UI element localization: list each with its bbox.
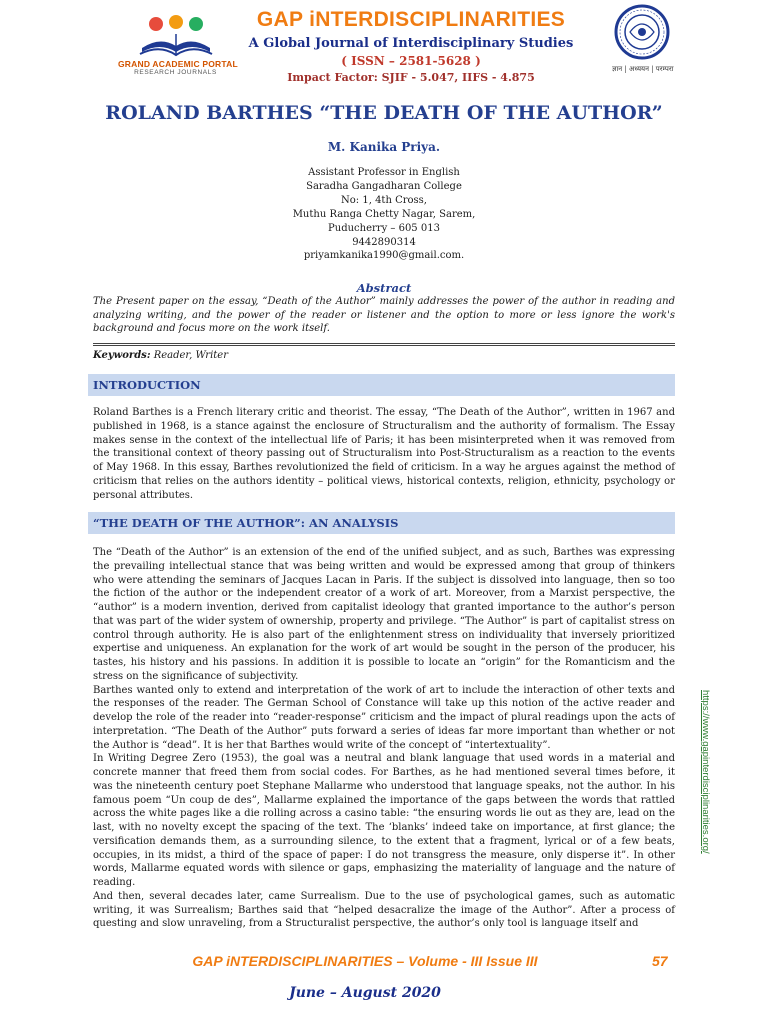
section-heading-analysis: “THE DEATH OF THE AUTHOR”: AN ANALYSIS (88, 512, 675, 534)
analysis-paragraph: In Writing Degree Zero (1953), the goal was a neutral and blank language that used words in a material and concrete manner that freed them from social codes. For Barthes, as he had mentioned several times before, it was the nineteenth century poet Stephane Mallarme who understood that language speaks, not the author. In his famous poem “Un coup de des”, Mallarme explained the importance of the gaps between the words that rattled across the white pages like a die rolling across a casino table: “the ensuring words lie out as they are, lead on the last, with no novelty except the spacing of the text. The ‘blanks’ indeed take on importance, at first glance; the versification demands them, as a surrounding silence, to the extent that a fragment, lyrical or of a few beats, occupies, in its midst, a third of the space of paper: I do not transgress the measure, only disperse it”. In other words, Mallarme equated words with silence or gaps, emphasizing the materiality of language and the nature of reading. (93, 753, 675, 888)
affiliation-line: Puducherry – 605 013 (328, 222, 440, 234)
affiliation-line: Muthu Ranga Chetty Nagar, Sarem, (292, 208, 476, 220)
abstract-text: The Present paper on the essay, “Death of the Author” mainly addresses the power of the author in reading and analyzing writing, and the power of the reader or listener and the option to more or less ignore the work's background and focus more on the work itself. (93, 296, 675, 335)
keywords-label: Keywords: (93, 350, 151, 361)
author-name: M. Kanika Priya. (327, 140, 441, 154)
page-number: 57 (652, 953, 668, 969)
keywords-value: Reader, Writer (150, 350, 228, 361)
analysis-paragraph: And then, several decades later, came Surrealism. Due to the use of psychological games, such as automatic writing, it was Surrealism; Barthes said that “helped desacralize the image of the Author”. After a process of questing and slow unraveling, from a Structuralist perspective, the author’s only tool is language itself and (93, 890, 675, 930)
divider-rule (93, 343, 675, 346)
journal-issn: ( ISSN – 2581-5628 ) (341, 54, 481, 68)
paper-title: ROLAND BARTHES “THE DEATH OF THE AUTHOR” (105, 102, 663, 124)
publisher-logo (118, 14, 238, 82)
footer-journal-issue: GAP iNTERDISCIPLINARITIES – Volume - III Issue III (192, 953, 538, 969)
abstract-heading: Abstract (356, 281, 412, 295)
analysis-paragraph: Barthes wanted only to extend and interpretation of the work of art to include the interaction of other texts and the responses of the reader. The German School of Constance will take up this notion of the active reader and develop the role of the reader into “reader-response” criticism and the impact of plural readings upon the acts of interpretation. “The Death of the Author” puts forward a series of ideas far more important than whether or not the Author is “dead”. It is her that Barthes would write of the concept of “intertextuality”. (93, 684, 675, 751)
seal-motto: ज्ञान | अध्ययन | परम्परा (612, 65, 674, 73)
analysis-text (93, 546, 675, 931)
footer-date: June – August 2020 (289, 985, 441, 1001)
affiliation-line: Assistant Professor in English (308, 167, 460, 178)
publisher-subtitle: RESEARCH JOURNALS (134, 69, 217, 76)
journal-website-link[interactable]: https://www.gapinterdisciplinarities.org/ (700, 690, 711, 854)
publisher-name: GRAND ACADEMIC PORTAL (118, 59, 238, 69)
author-affiliation (200, 166, 568, 263)
keywords-line (93, 350, 675, 361)
affiliation-email: priyamkanika1990@gmail.com. (303, 250, 465, 262)
introduction-text: Roland Barthes is a French literary critic and theorist. The essay, “The Death of the Author”, written in 1967 and published in 1968, is a stance against the enclosure of Structuralism and the authority of formalism. The Essay makes sense in the context of the intellectual life of Paris; it has been misinterpreted when it was removed from the transitional context of theory passing out of Structuralism into Post-Structuralism as a reaction to the events of May 1968. In this essay, Barthes revolutionized the field of criticism. In a way he argues against the method of criticism that relies on the authors identity – political views, historical contexts, religion, ethnicity, psychology or personal attributes. (93, 407, 675, 501)
seal-emblem-icon (614, 4, 670, 60)
book-globe-icon (136, 14, 216, 58)
side-url-container (697, 690, 711, 990)
analysis-paragraph: The “Death of the Author” is an extension of the end of the unified subject, and as such, Barthes was expressing the prevailing intellectual stance that was being written and would be expressed among that group of thinkers who were attending the seminars of Jacques Lacan in Paris. If the subject is dissolved into language, then so too the fiction of the author or the independent creator of a work of art. Moreover, from a Marxist perspective, the “author” is a modern invention, derived from capitalist ideology that granted importance to the author’s person that was part of the wider system of ownership, property and privilege. “The Author” is part of capitalist stress on control through authority. He is also part of the enlightenment stress on individuality that inversely prioritized expertise and uniqueness. An explanation for the work of art would be sought in the person of the producer, his tastes, his history and his passions. In addition it is possible to locate an “origin” for the Romanticism and the stress on the significance of subjectivity. (93, 547, 675, 682)
impact-factor: Impact Factor: SJIF - 5.047, IIFS - 4.875 (287, 71, 535, 84)
section-heading-introduction: INTRODUCTION (88, 374, 675, 396)
journal-title: GAP iNTERDISCIPLINARITIES (256, 8, 566, 31)
affiliation-phone: 9442890314 (352, 236, 416, 248)
affiliation-line: No: 1, 4th Cross, (341, 194, 427, 206)
affiliation-line: Saradha Gangadharan College (306, 180, 462, 192)
journal-seal (612, 4, 672, 74)
journal-subtitle: A Global Journal of Interdisciplinary Studies (248, 36, 574, 51)
